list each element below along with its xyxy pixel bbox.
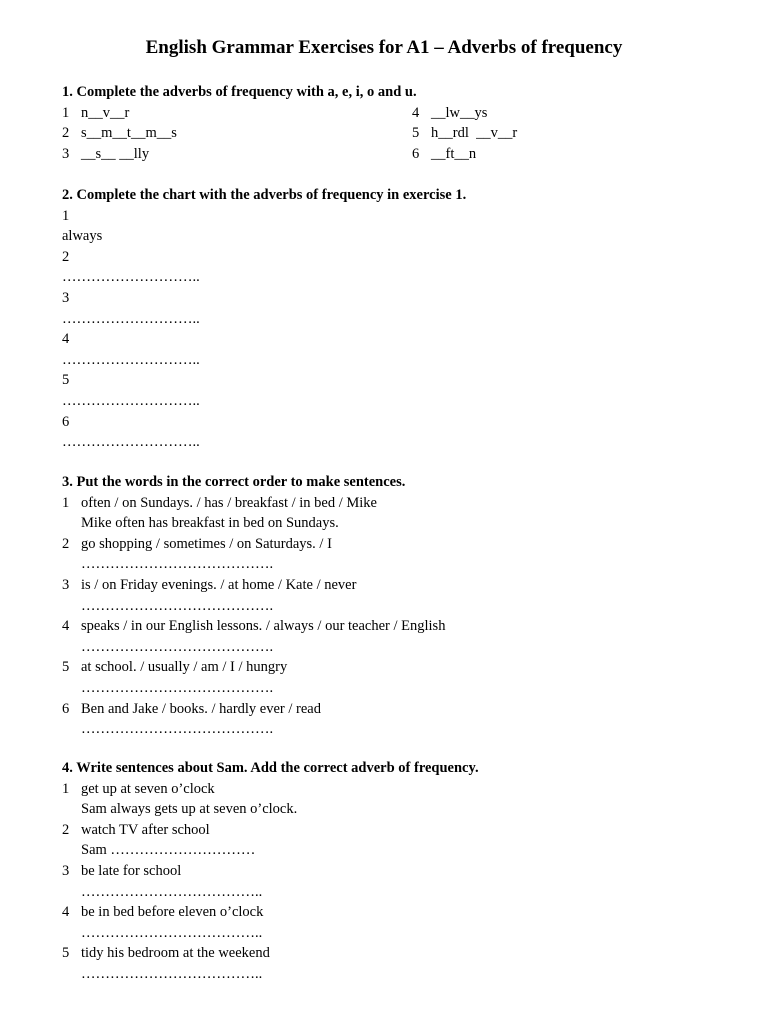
list-item: 1 n__v__r <box>62 104 130 121</box>
question-item: 4 speaks / in our English lessons. / always / our teacher / English <box>62 618 446 635</box>
exercise-1-left-column <box>62 103 177 165</box>
chart-row-answer: ……………………….. <box>62 434 200 451</box>
exercise-2-heading: 2. Complete the chart with the adverbs of frequency in exercise 1. <box>62 187 467 203</box>
chart-row-number: 3 <box>62 289 70 306</box>
exercise-1-right-column <box>412 103 517 165</box>
question-item: 1 get up at seven o’clock <box>62 780 215 797</box>
question-item: 3 be late for school <box>62 862 182 879</box>
answer-line: Sam ………………………… <box>81 842 256 859</box>
chart-row-number: 4 <box>62 331 70 348</box>
question-item: 2 go shopping / sometimes / on Saturdays. / I <box>62 535 332 552</box>
question-item: 3 is / on Friday evenings. / at home / Kate / never <box>62 576 357 593</box>
answer-line: …………………………………. <box>81 679 274 696</box>
answer-line: …………………………………. <box>81 556 274 573</box>
exercise-2 <box>62 185 722 453</box>
question-item: 2 watch TV after school <box>62 821 210 838</box>
question-item: 1 often / on Sundays. / has / breakfast / in bed / Mike <box>62 494 377 511</box>
list-item: 4 __lw__ys <box>412 104 488 121</box>
chart-row-number: 1 <box>62 207 70 224</box>
question-item: 6 Ben and Jake / books. / hardly ever / read <box>62 700 321 717</box>
list-item: 3 __s__ __lly <box>62 145 150 162</box>
answer-line: …………………………………. <box>81 597 274 614</box>
answer-line: Sam always gets up at seven o’clock. <box>81 801 298 818</box>
chart-row-number: 2 <box>62 248 70 265</box>
chart-row-answer: ……………………….. <box>62 269 200 286</box>
answer-line: …………………………………. <box>81 721 274 738</box>
answer-line: ……………………………….. <box>81 883 263 900</box>
chart-row-number: 5 <box>62 372 70 389</box>
list-item: 2 s__m__t__m__s <box>62 125 177 142</box>
exercise-4-heading: 4. Write sentences about Sam. Add the correct adverb of frequency. <box>62 760 479 776</box>
answer-line: Mike often has breakfast in bed on Sundays. <box>81 515 339 532</box>
chart-row-answer: ……………………….. <box>62 351 200 368</box>
exercise-1-heading: 1. Complete the adverbs of frequency with a, e, i, o and u. <box>62 84 417 100</box>
exercise-1 <box>62 82 722 165</box>
question-item: 5 tidy his bedroom at the weekend <box>62 945 270 962</box>
exercise-3 <box>62 472 722 740</box>
answer-line: ……………………………….. <box>81 924 263 941</box>
answer-line: …………………………………. <box>81 638 274 655</box>
page-title: English Grammar Exercises for A1 – Adverbs of frequency <box>145 37 623 58</box>
chart-row-number: 6 <box>62 413 70 430</box>
exercise-3-heading: 3. Put the words in the correct order to make sentences. <box>62 474 406 490</box>
exercise-4 <box>62 758 722 985</box>
chart-row-answer: ……………………….. <box>62 310 200 327</box>
answer-line: ……………………………….. <box>81 965 263 982</box>
list-item: 5 h__rdl __v__r <box>412 125 518 142</box>
question-item: 5 at school. / usually / am / I / hungry <box>62 659 288 676</box>
chart-row-answer: ……………………….. <box>62 392 200 409</box>
chart-row-answer: always <box>62 228 103 245</box>
question-item: 4 be in bed before eleven o’clock <box>62 904 264 921</box>
list-item: 6 __ft__n <box>412 145 477 162</box>
